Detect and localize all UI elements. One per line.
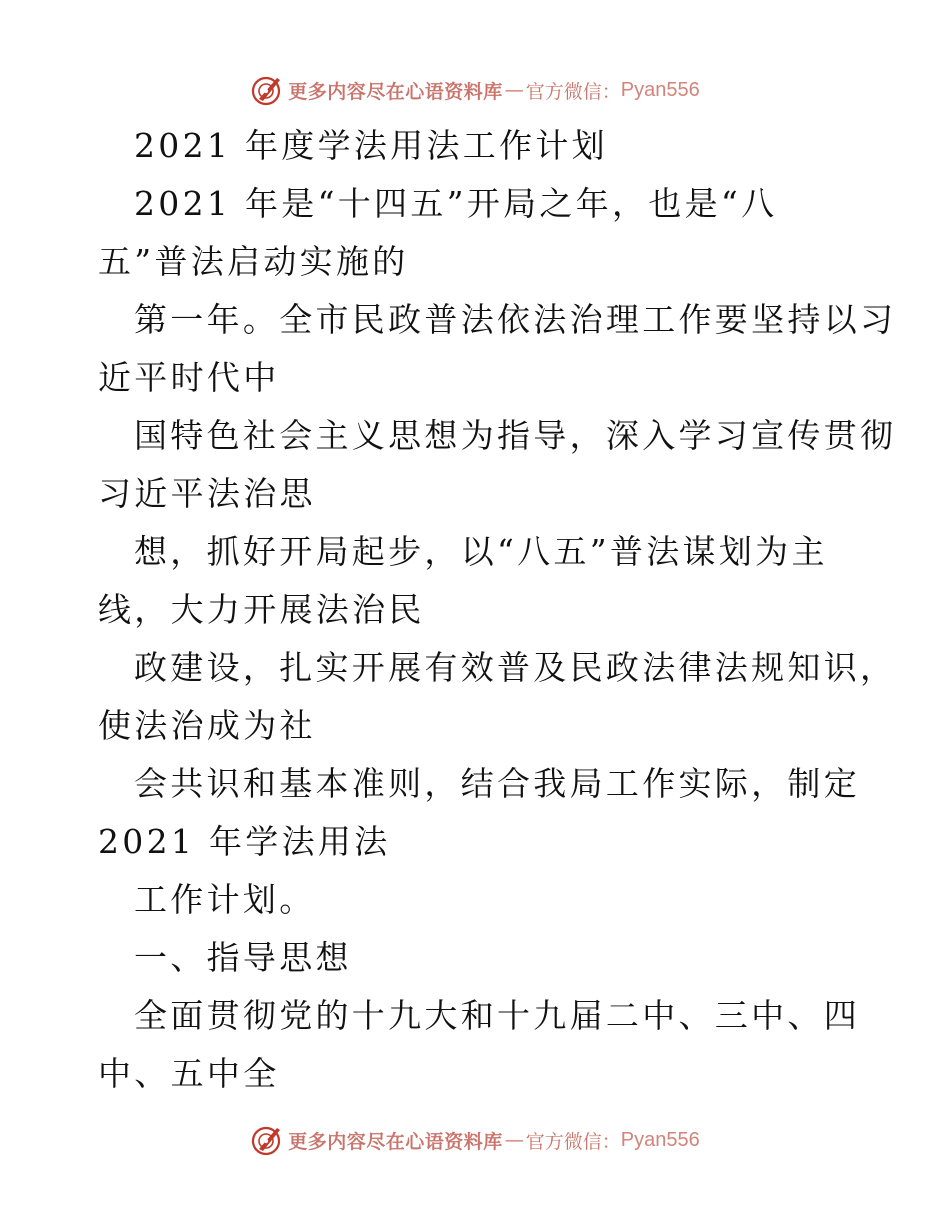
document-line: 近平时代中 (98, 358, 280, 397)
document-line: 政建设，扎实开展有效普及民政法律法规知识， (134, 648, 897, 687)
document-line: 2021 年学法用法 (98, 822, 391, 861)
document-line: 2021 年是“十四五”开局之年，也是“八 (134, 184, 778, 223)
document-line: 使法治成为社 (98, 706, 316, 745)
watermark-dash: — (504, 79, 524, 101)
document-line: 一、指导思想 (134, 938, 352, 977)
watermark-wechat-id: Pyan556 (620, 78, 700, 101)
document-line: 线，大力开展法治民 (98, 590, 425, 629)
document-line: 会共识和基本准则，结合我局工作实际，制定 (134, 764, 860, 803)
document-line: 五”普法启动实施的 (98, 242, 409, 281)
document-line: 想，抓好开局起步，以“八五”普法谋划为主 (134, 532, 828, 571)
quill-seal-icon (250, 1123, 284, 1157)
watermark-wechat-id: Pyan556 (620, 1128, 700, 1151)
footer-watermark (0, 1120, 950, 1160)
document-line: 第一年。全市民政普法依法治理工作要坚持以习 (134, 300, 897, 339)
document-line: 习近平法治思 (98, 474, 316, 513)
watermark-brand-text: 更多内容尽在心语资料库 (288, 80, 503, 103)
document-line: 2021 年度学法用法工作计划 (134, 126, 608, 165)
document-line: 国特色社会主义思想为指导，深入学习宣传贯彻 (134, 416, 897, 455)
watermark-dash: — (504, 1129, 524, 1151)
watermark-brand-text: 更多内容尽在心语资料库 (288, 1130, 503, 1153)
document-line: 中、五中全 (98, 1054, 280, 1093)
document-line: 全面贯彻党的十九大和十九届二中、三中、四 (134, 996, 860, 1035)
document-body (0, 117, 950, 1103)
quill-seal-icon (250, 73, 284, 107)
watermark-wechat-label: 官方微信： (525, 1130, 621, 1153)
header-watermark (0, 70, 950, 110)
document-line: 工作计划。 (134, 880, 316, 919)
watermark-wechat-label: 官方微信： (525, 80, 621, 103)
